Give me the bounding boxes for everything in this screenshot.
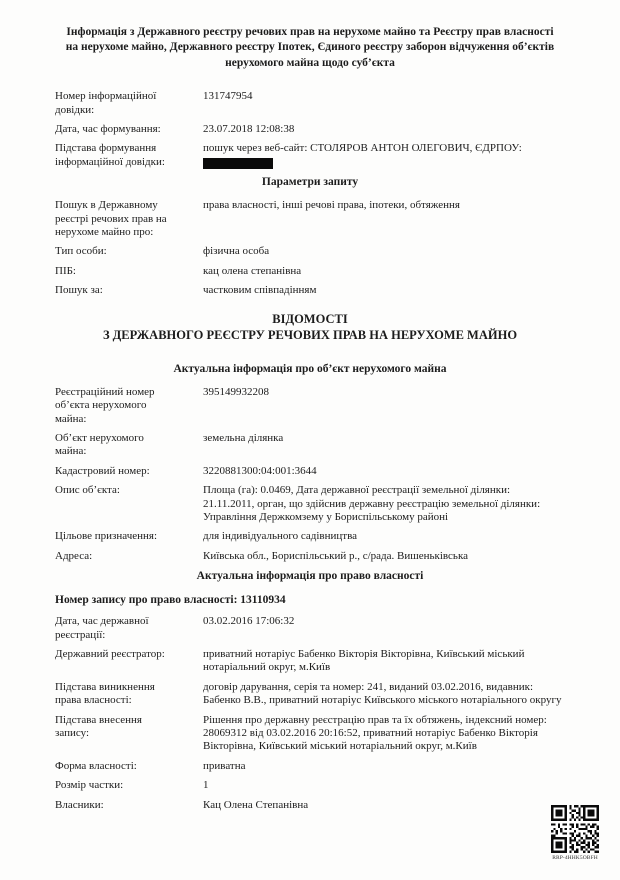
query-section-heading: Параметри запиту — [261, 176, 359, 189]
field-row — [0, 550, 620, 563]
field-row — [0, 799, 620, 812]
field-row — [0, 386, 620, 426]
field-label: Реєстраційний номер об’єкта нерухомого майна: — [55, 385, 155, 425]
field-value: 3220881300:04:001:3644 — [203, 464, 317, 477]
field-label: Підстава внесення запису: — [55, 713, 142, 740]
field-value: для індивідуального садівництва — [203, 530, 358, 543]
field-value: Рішення про державну реєстрацію прав та їх обтяжень, індексний номер: 28069312 від 03.02.2016 20:16:52, приватний нотаріус Бабенко Вікторія Вікторівна, Київський міський нотаріальний округ, м.Київ — [203, 713, 547, 753]
field-value: Київська обл., Бориспільський р., с/рада. Вишеньківська — [203, 549, 468, 562]
field-label: Підстава виникнення права власності: — [55, 680, 155, 707]
field-row — [0, 615, 620, 642]
field-label: Опис об’єкта: — [55, 484, 120, 497]
field-value: права власності, інші речові права, іпотеки, обтяження — [203, 199, 460, 212]
field-value: 395149932208 — [203, 385, 269, 398]
field-label: Пошук за: — [55, 284, 103, 297]
query-section — [0, 199, 620, 297]
field-value: 131747954 — [203, 90, 253, 103]
field-row — [0, 648, 620, 675]
register-extract-heading — [0, 311, 620, 344]
field-row — [0, 681, 620, 708]
field-label: Дата, час державної реєстрації: — [55, 615, 149, 641]
field-label: ПІБ: — [55, 264, 76, 277]
field-label: Пошук в Державному реєстрі речових прав на нерухоме майно про: — [55, 199, 167, 239]
field-value: Площа (га): 0.0469, Дата державної реєстрації земельної ділянки: 21.11.2011, орган, що здійснив державну реєстрацію земельної ділянки: Управління Держкомзему у Бориспільському районі — [203, 484, 541, 523]
field-value: Кац Олена Степанівна — [203, 798, 309, 811]
field-value — [203, 142, 563, 169]
field-value-text: пошук через веб-сайт: СТОЛЯРОВ АНТОН ОЛЕГОВИЧ, ЄДРПОУ: — [203, 142, 522, 155]
field-value: 23.07.2018 12:08:38 — [203, 123, 295, 136]
field-value: частковим співпадінням — [203, 284, 317, 297]
ownership-record-number: Номер запису про право власності: 13110934 — [55, 594, 286, 607]
info-section — [0, 90, 620, 169]
field-label: Номер інформаційної довідки: — [55, 90, 157, 116]
ownership-section-heading: Актуальна інформація про право власності — [196, 570, 424, 583]
field-label: Кадастровий номер: — [55, 464, 150, 477]
field-row — [0, 779, 620, 792]
field-row — [0, 432, 620, 459]
field-label: Форма власності: — [55, 759, 137, 772]
field-row — [0, 90, 620, 117]
field-label: Дата, час формування: — [55, 123, 161, 136]
qr-caption: RRP-4HHK5OBFH — [552, 855, 598, 862]
field-label: Тип особи: — [55, 245, 107, 258]
object-section-heading: Актуальна інформація про об’єкт нерухомого майна — [173, 362, 447, 375]
field-row — [0, 265, 620, 278]
document-title: Інформація з Державного реєстру речових прав на нерухоме майно та Реєстру прав власності на нерухоме майно, Державного реєстру Іпотек, Єдиного реєстру заборон відчуження об’єктів нерухомого майна щодо суб’єкта — [65, 26, 555, 69]
field-row — [0, 284, 620, 297]
field-value: земельна ділянка — [203, 431, 284, 444]
register-extract-heading-line1: ВІДОМОСТІ — [272, 311, 348, 326]
ownership-section — [0, 615, 620, 812]
field-value: приватна — [203, 759, 246, 772]
qr-block — [546, 805, 604, 862]
field-row — [0, 142, 620, 169]
field-label: Державний реєстратор: — [55, 648, 165, 661]
field-label: Цільове призначення: — [55, 530, 158, 543]
field-value: фізична особа — [203, 245, 270, 258]
field-value: приватний нотаріус Бабенко Вікторія Вікторівна, Київський міський нотаріальний округ, м.Київ — [203, 648, 525, 674]
field-row — [0, 465, 620, 478]
field-value: договір дарування, серія та номер: 241, виданий 03.02.2016, видавник: Бабенко В.В., приватний нотаріус Київського міського нотаріального округу — [203, 680, 562, 707]
field-label: Розмір частки: — [55, 779, 124, 792]
field-label: Підстава формування інформаційної довідки: — [55, 142, 165, 168]
field-value: 03.02.2016 17:06:32 — [203, 615, 295, 628]
field-label: Власники: — [55, 798, 104, 811]
field-row — [0, 123, 620, 136]
field-label: Адреса: — [55, 549, 93, 562]
redaction-box — [203, 158, 273, 169]
field-row — [0, 760, 620, 773]
qr-code-icon — [551, 805, 599, 853]
field-row — [0, 714, 620, 754]
field-row — [0, 530, 620, 543]
object-section — [0, 386, 620, 563]
field-value: 1 — [203, 779, 209, 792]
field-label: Об’єкт нерухомого майна: — [55, 431, 144, 458]
field-value: кац олена степанівна — [203, 264, 302, 277]
field-row — [0, 245, 620, 258]
field-row — [0, 199, 620, 239]
field-row — [0, 484, 620, 524]
register-extract-heading-line2: З ДЕРЖАВНОГО РЕЄСТРУ РЕЧОВИХ ПРАВ НА НЕРУХОМЕ МАЙНО — [102, 328, 518, 343]
